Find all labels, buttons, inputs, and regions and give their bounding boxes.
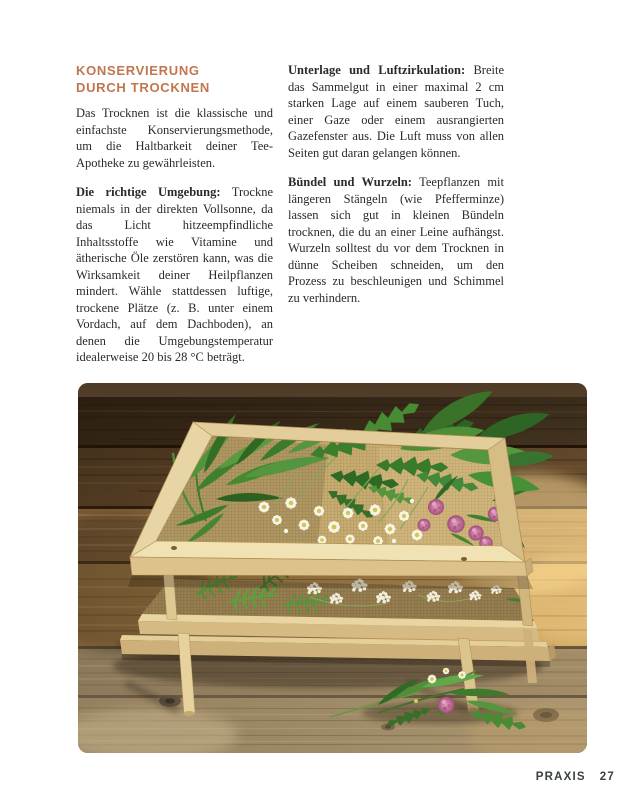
left-column — [76, 62, 273, 366]
heading-line-1: KONSERVIERUNG — [76, 63, 200, 78]
paragraph-umgebung — [76, 184, 273, 366]
paragraph-buendel-lead: Bündel und Wurzeln: — [288, 175, 412, 189]
dowel-hole-left — [171, 546, 177, 550]
drying-rack-illustration — [78, 383, 587, 753]
paragraph-unterlage — [288, 62, 504, 161]
paragraph-unterlage-text: Breite das Sammelgut in einer maximal 2 cm starken Lage auf einem sauberen Tuch, einer Gaze oder einem ausrangierten Gazefenster aus. Die Luft muss von allen Seiten gut daran gelangen können. — [288, 63, 504, 160]
paragraph-buendel — [288, 174, 504, 306]
section-heading — [76, 62, 273, 96]
paragraph-unterlage-lead: Unterlage und Luftzirkulation: — [288, 63, 466, 77]
frame-shadow — [128, 575, 533, 589]
section-label: PRAXIS — [535, 771, 586, 783]
page-footer — [536, 771, 615, 783]
heading-line-2: DURCH TROCKNEN — [76, 80, 211, 95]
dowel-hole-right — [461, 557, 467, 561]
paragraph-umgebung-text: Trockne niemals in der direkten Vollsonne, da das Licht hitzeempfindliche Inhaltsstoffe wie Vitamine und ätherische Öle zerstören kann, was die Wirksamkeit deiner Heilpflanzen mindert. Wähle stattdessen luftige, trockene Plätze (z. B. unter einem Vordach, auf dem Dachboden), an denen die Umgebungstemperatur idealerweise 20 bis 28 °C beträgt. — [76, 185, 273, 364]
right-column — [288, 62, 504, 306]
paragraph-umgebung-lead: Die richtige Umgebung: — [76, 185, 221, 199]
photo-drying-rack — [78, 383, 587, 753]
paragraph-intro: Das Trocknen ist die klassische und einfachste Konservierungsmethode, um die Haltbarkeit deiner Tee-Apotheke zu gewährleisten. — [76, 106, 273, 170]
page-number: 27 — [599, 771, 615, 783]
paragraph-buendel-text: Teepflanzen mit längeren Stängeln (wie Pfefferminze) lassen sich gut in kleinen Bündeln trocknen, die du an einer Leine aufhängst. Wurzeln solltest du vor dem Trocknen in dünne Scheiben schneiden, um den Prozess zu beschleunigen und Schimmel zu verhindern. — [288, 175, 505, 305]
